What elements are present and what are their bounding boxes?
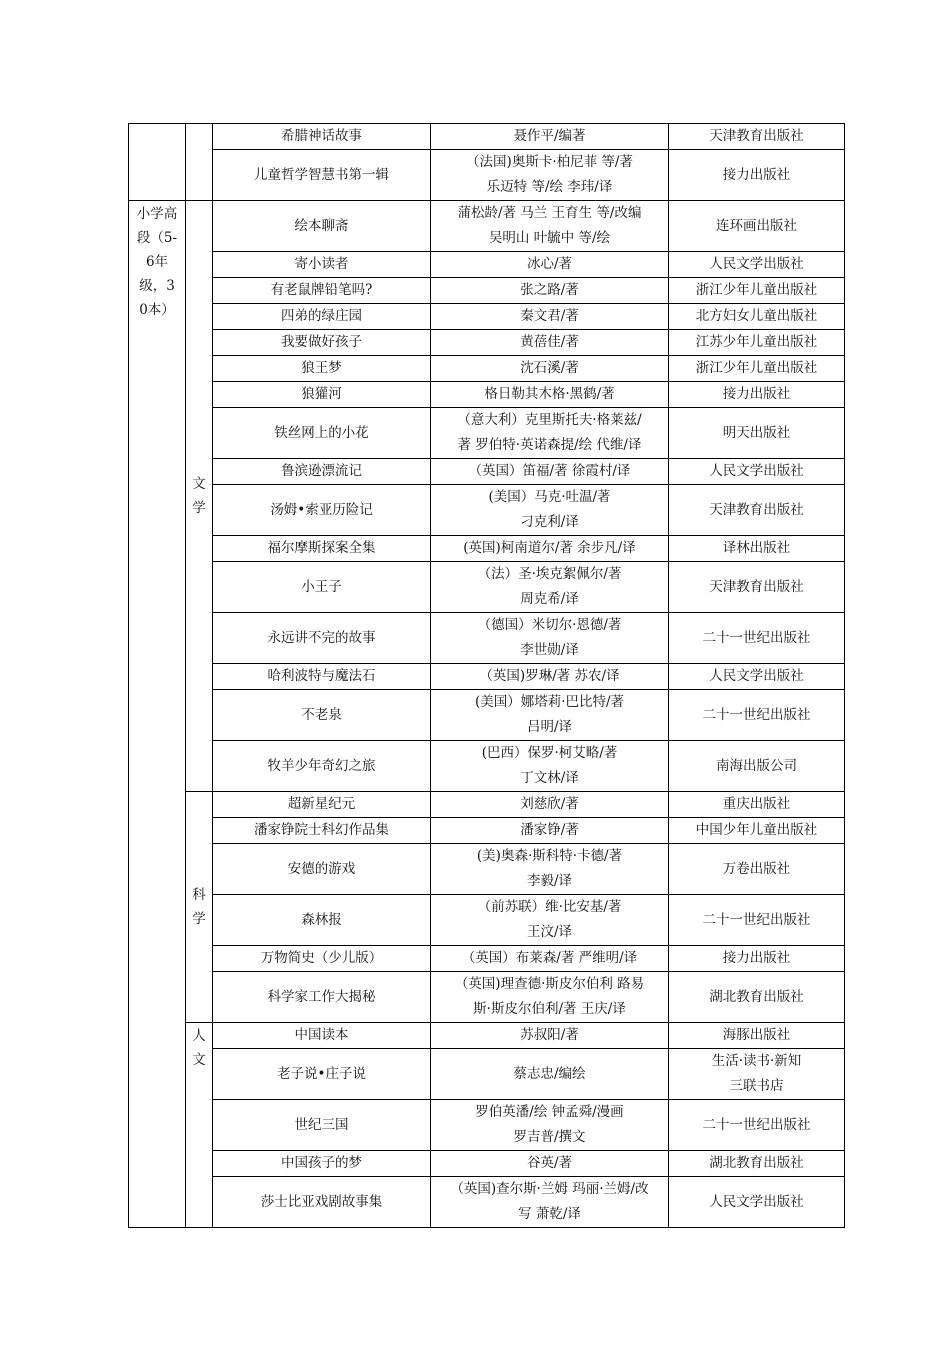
category-cell bbox=[186, 201, 213, 792]
table-row bbox=[129, 690, 845, 741]
book-title: 希腊神话故事 bbox=[281, 128, 362, 144]
book-author-cell bbox=[431, 124, 669, 150]
book-author-cell bbox=[431, 741, 669, 792]
book-author: （英国）笛福/著 徐霞村/译 bbox=[468, 463, 631, 479]
book-title-cell bbox=[213, 1023, 431, 1049]
book-publisher: 天津教育出版社 bbox=[709, 501, 804, 518]
table-row bbox=[129, 818, 845, 844]
book-title: 寄小读者 bbox=[294, 256, 349, 272]
book-publisher-cell bbox=[669, 304, 845, 330]
book-publisher: 连环画出版社 bbox=[716, 217, 797, 234]
table-row bbox=[129, 1023, 845, 1049]
book-author: （德国）米切尔·恩德/著 李世勋/译 bbox=[477, 617, 622, 658]
category-label: 文学 bbox=[192, 476, 206, 516]
book-publisher: 江苏少年儿童出版社 bbox=[695, 334, 818, 350]
book-title: 森林报 bbox=[301, 911, 342, 928]
book-publisher-cell bbox=[669, 278, 845, 304]
book-publisher: 人民文学出版社 bbox=[709, 256, 804, 272]
book-title: 汤姆•索亚历险记 bbox=[270, 501, 373, 518]
book-publisher: 南海出版公司 bbox=[716, 757, 797, 774]
book-author: (美)奥森·斯科特·卡德/著 李毅/译 bbox=[476, 848, 623, 889]
table-row bbox=[129, 278, 845, 304]
book-title-cell bbox=[213, 150, 431, 201]
book-publisher-cell bbox=[669, 792, 845, 818]
book-publisher: 二十一世纪出版社 bbox=[702, 629, 811, 646]
book-author: 格日勒其木格·黑鹤/著 bbox=[484, 386, 615, 402]
book-publisher-cell bbox=[669, 562, 845, 613]
table-row bbox=[129, 562, 845, 613]
book-publisher: 天津教育出版社 bbox=[709, 578, 804, 595]
book-title-cell bbox=[213, 356, 431, 382]
table-row bbox=[129, 536, 845, 562]
book-publisher: 二十一世纪出版社 bbox=[702, 706, 811, 723]
book-author-cell bbox=[431, 408, 669, 459]
book-list-table bbox=[128, 123, 845, 1228]
book-title-cell bbox=[213, 895, 431, 946]
book-author: （英国)查尔斯·兰姆 玛丽·兰姆/改 写 萧乾/译 bbox=[450, 1181, 649, 1222]
book-title: 狼王梦 bbox=[301, 360, 342, 376]
book-publisher: 浙江少年儿童出版社 bbox=[695, 360, 818, 376]
book-title-cell bbox=[213, 1049, 431, 1100]
book-publisher: 人民文学出版社 bbox=[709, 1193, 804, 1210]
table-row bbox=[129, 252, 845, 278]
book-title: 牧羊少年奇幻之旅 bbox=[267, 757, 376, 774]
book-title-cell bbox=[213, 330, 431, 356]
table-row bbox=[129, 459, 845, 485]
book-publisher-cell bbox=[669, 150, 845, 201]
category-cell bbox=[186, 1023, 213, 1228]
book-publisher-cell bbox=[669, 972, 845, 1023]
book-title-cell bbox=[213, 124, 431, 150]
book-title-cell bbox=[213, 1100, 431, 1151]
book-author: 刘慈欣/著 bbox=[520, 796, 579, 812]
book-title-cell bbox=[213, 972, 431, 1023]
book-title: 铁丝网上的小花 bbox=[274, 424, 369, 441]
book-title: 世纪三国 bbox=[294, 1116, 349, 1133]
book-publisher: 万卷出版社 bbox=[722, 860, 791, 877]
table-row bbox=[129, 485, 845, 536]
book-title-cell bbox=[213, 664, 431, 690]
book-title-cell bbox=[213, 792, 431, 818]
table-row bbox=[129, 613, 845, 664]
book-title-cell bbox=[213, 562, 431, 613]
book-publisher-cell bbox=[669, 895, 845, 946]
book-title-cell bbox=[213, 1177, 431, 1228]
book-publisher: 中国少年儿童出版社 bbox=[695, 822, 818, 838]
table-row bbox=[129, 1151, 845, 1177]
book-author: 冰心/著 bbox=[526, 256, 573, 272]
book-author-cell bbox=[431, 1049, 669, 1100]
book-publisher-cell bbox=[669, 1177, 845, 1228]
book-publisher: 海豚出版社 bbox=[722, 1027, 791, 1043]
book-title: 莎士比亚戏剧故事集 bbox=[260, 1193, 383, 1210]
book-publisher-cell bbox=[669, 408, 845, 459]
book-author: 秦文君/著 bbox=[520, 308, 579, 324]
book-publisher: 湖北教育出版社 bbox=[709, 988, 804, 1005]
book-title-cell bbox=[213, 278, 431, 304]
book-title: 鲁滨逊漂流记 bbox=[281, 463, 362, 479]
book-title-cell bbox=[213, 252, 431, 278]
category-label: 人文 bbox=[192, 1028, 206, 1068]
table-row bbox=[129, 844, 845, 895]
book-author: 谷英/著 bbox=[526, 1155, 573, 1171]
category-cell bbox=[186, 792, 213, 1023]
table-row bbox=[129, 150, 845, 201]
book-author-cell bbox=[431, 690, 669, 741]
book-publisher: 接力出版社 bbox=[722, 386, 791, 402]
table-row bbox=[129, 1049, 845, 1100]
table-row bbox=[129, 895, 845, 946]
book-publisher-cell bbox=[669, 201, 845, 252]
book-author-cell bbox=[431, 1023, 669, 1049]
book-author-cell bbox=[431, 895, 669, 946]
book-title-cell bbox=[213, 536, 431, 562]
book-title-cell bbox=[213, 304, 431, 330]
grade-stage-label: 小学高段（5-6年级，30本） bbox=[136, 206, 178, 318]
book-publisher-cell bbox=[669, 1023, 845, 1049]
book-publisher: 人民文学出版社 bbox=[709, 463, 804, 479]
book-publisher-cell bbox=[669, 356, 845, 382]
book-author-cell bbox=[431, 972, 669, 1023]
book-publisher-cell bbox=[669, 690, 845, 741]
book-publisher: 天津教育出版社 bbox=[709, 128, 804, 144]
table-row bbox=[129, 946, 845, 972]
book-title: 科学家工作大揭秘 bbox=[267, 988, 376, 1005]
book-author-cell bbox=[431, 330, 669, 356]
book-author-cell bbox=[431, 1100, 669, 1151]
book-title-cell bbox=[213, 613, 431, 664]
book-list-body bbox=[129, 124, 845, 1228]
table-row bbox=[129, 304, 845, 330]
book-author: 罗伯英潘/绘 钟孟舜/漫画 罗吉普/撰文 bbox=[475, 1104, 624, 1145]
book-publisher-cell bbox=[669, 818, 845, 844]
table-row bbox=[129, 792, 845, 818]
book-title: 安德的游戏 bbox=[287, 860, 356, 877]
book-author: (英国)柯南道尔/著 余步凡/译 bbox=[463, 540, 636, 556]
book-publisher-cell bbox=[669, 1151, 845, 1177]
book-title: 不老泉 bbox=[301, 706, 342, 723]
table-row bbox=[129, 1177, 845, 1228]
book-publisher-cell bbox=[669, 613, 845, 664]
table-row bbox=[129, 330, 845, 356]
book-title-cell bbox=[213, 690, 431, 741]
book-title: 老子说•庄子说 bbox=[277, 1065, 366, 1082]
book-author-cell bbox=[431, 946, 669, 972]
book-author-cell bbox=[431, 459, 669, 485]
book-publisher: 明天出版社 bbox=[722, 424, 791, 441]
book-author: （前苏联）维·比安基/著 王汶/译 bbox=[477, 899, 622, 940]
book-title-cell bbox=[213, 1151, 431, 1177]
book-publisher: 二十一世纪出版社 bbox=[702, 1116, 811, 1133]
book-author: （法）圣·埃克絮佩尔/著 周克希/译 bbox=[477, 566, 622, 607]
book-publisher-cell bbox=[669, 844, 845, 895]
table-row bbox=[129, 972, 845, 1023]
book-title: 超新星纪元 bbox=[287, 796, 356, 812]
book-title: 中国读本 bbox=[294, 1027, 349, 1043]
book-author: （英国）布莱森/著 严维明/译 bbox=[461, 950, 638, 966]
book-author-cell bbox=[431, 485, 669, 536]
book-publisher-cell bbox=[669, 1049, 845, 1100]
book-author-cell bbox=[431, 356, 669, 382]
table-row bbox=[129, 741, 845, 792]
book-author: （英国)罗琳/著 苏农/译 bbox=[479, 668, 620, 684]
table-row bbox=[129, 382, 845, 408]
book-author: (巴西）保罗·柯艾略/著 丁文林/译 bbox=[481, 745, 618, 786]
book-title: 哈利波特与魔法石 bbox=[267, 668, 376, 684]
book-title-cell bbox=[213, 844, 431, 895]
book-title: 中国孩子的梦 bbox=[281, 1155, 362, 1171]
book-author: （意大利）克里斯托夫·格莱兹/ 著 罗伯特·英诺森提/绘 代维/译 bbox=[457, 412, 642, 453]
book-title: 绘本聊斋 bbox=[294, 217, 349, 234]
book-author: 蔡志忠/编绘 bbox=[513, 1065, 586, 1082]
book-title-cell bbox=[213, 408, 431, 459]
book-publisher: 浙江少年儿童出版社 bbox=[695, 282, 818, 298]
book-publisher-cell bbox=[669, 459, 845, 485]
book-author-cell bbox=[431, 562, 669, 613]
book-author-cell bbox=[431, 613, 669, 664]
book-title: 四弟的绿庄园 bbox=[281, 308, 362, 324]
book-author-cell bbox=[431, 664, 669, 690]
book-publisher: 接力出版社 bbox=[722, 166, 791, 183]
book-author-cell bbox=[431, 818, 669, 844]
book-publisher-cell bbox=[669, 124, 845, 150]
book-publisher: 接力出版社 bbox=[722, 950, 791, 966]
book-publisher: 重庆出版社 bbox=[722, 796, 791, 812]
book-publisher: 北方妇女儿童出版社 bbox=[695, 308, 818, 324]
book-publisher-cell bbox=[669, 330, 845, 356]
table-row bbox=[129, 408, 845, 459]
table-row bbox=[129, 1100, 845, 1151]
category-cell bbox=[186, 124, 213, 201]
book-title-cell bbox=[213, 946, 431, 972]
grade-stage-cell bbox=[129, 124, 186, 201]
book-publisher-cell bbox=[669, 664, 845, 690]
book-author: 张之路/著 bbox=[520, 282, 579, 298]
book-publisher: 湖北教育出版社 bbox=[709, 1155, 804, 1171]
table-row bbox=[129, 664, 845, 690]
book-publisher: 人民文学出版社 bbox=[709, 668, 804, 684]
book-title: 儿童哲学智慧书第一辑 bbox=[254, 166, 389, 183]
book-author: 聂作平/编著 bbox=[513, 128, 586, 144]
book-publisher-cell bbox=[669, 1100, 845, 1151]
book-title-cell bbox=[213, 459, 431, 485]
book-publisher-cell bbox=[669, 382, 845, 408]
book-publisher-cell bbox=[669, 946, 845, 972]
book-title: 小王子 bbox=[301, 578, 342, 595]
book-author: 蒲松龄/著 马兰 王育生 等/改编 吴明山 叶毓中 等/绘 bbox=[457, 205, 642, 246]
book-author-cell bbox=[431, 382, 669, 408]
book-title: 万物简史（少儿版） bbox=[260, 950, 383, 966]
book-author-cell bbox=[431, 844, 669, 895]
book-publisher: 二十一世纪出版社 bbox=[702, 911, 811, 928]
book-publisher-cell bbox=[669, 536, 845, 562]
book-author: 苏叔阳/著 bbox=[520, 1027, 579, 1043]
book-author-cell bbox=[431, 1177, 669, 1228]
category-label: 科学 bbox=[192, 887, 206, 927]
book-author-cell bbox=[431, 201, 669, 252]
book-title: 我要做好孩子 bbox=[281, 334, 362, 350]
book-title-cell bbox=[213, 818, 431, 844]
table-row bbox=[129, 356, 845, 382]
table-row bbox=[129, 201, 845, 252]
book-title: 潘家铮院士科幻作品集 bbox=[254, 822, 389, 838]
book-publisher-cell bbox=[669, 741, 845, 792]
book-author: （英国)理查德·斯皮尔伯利 路易 斯·斯皮尔伯利/著 王庆/译 bbox=[454, 976, 645, 1017]
book-author-cell bbox=[431, 150, 669, 201]
book-title-cell bbox=[213, 201, 431, 252]
book-author: 黄蓓佳/著 bbox=[520, 334, 579, 350]
book-author-cell bbox=[431, 252, 669, 278]
book-author: 沈石溪/著 bbox=[520, 360, 579, 376]
book-publisher-cell bbox=[669, 252, 845, 278]
grade-stage-cell bbox=[129, 201, 186, 1228]
book-title-cell bbox=[213, 485, 431, 536]
book-title: 狼獾河 bbox=[301, 386, 342, 402]
book-publisher: 译林出版社 bbox=[722, 540, 791, 556]
book-author-cell bbox=[431, 792, 669, 818]
book-title: 永远讲不完的故事 bbox=[267, 629, 376, 646]
book-title-cell bbox=[213, 382, 431, 408]
book-author: 潘家铮/著 bbox=[520, 822, 579, 838]
book-author: （法国)奥斯卡·柏尼菲 等/著 乐迈特 等/绘 李玮/译 bbox=[466, 154, 633, 195]
table-row bbox=[129, 124, 845, 150]
book-title-cell bbox=[213, 741, 431, 792]
book-author-cell bbox=[431, 1151, 669, 1177]
book-title: 有老鼠牌铅笔吗? bbox=[270, 282, 373, 298]
book-author: (美国）娜塔莉·巴比特/著 吕明/译 bbox=[474, 694, 625, 735]
book-publisher: 生活·读书·新知 三联书店 bbox=[711, 1053, 802, 1094]
book-publisher-cell bbox=[669, 485, 845, 536]
book-author-cell bbox=[431, 536, 669, 562]
book-author-cell bbox=[431, 304, 669, 330]
book-author-cell bbox=[431, 278, 669, 304]
book-author: (美国）马克·吐温/著 刁克利/译 bbox=[488, 489, 611, 530]
book-title: 福尔摩斯探案全集 bbox=[267, 540, 376, 556]
